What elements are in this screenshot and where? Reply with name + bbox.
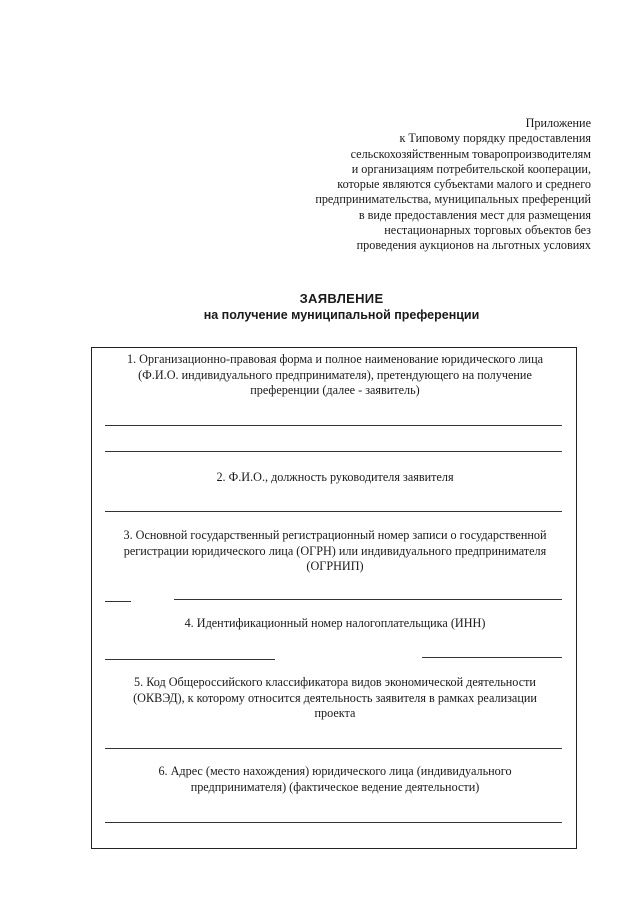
field-3-label-line: (ОГРНИП) [306,559,364,573]
appendix-line: проведения аукционов на льготных условиях [356,238,591,253]
field-4-label [102,616,568,632]
field-3-label-line: 3. Основной государственный регистрационный номер записи о государственной [123,528,547,542]
appendix-line: и организациям потребительской кооперации, [351,161,591,176]
document-title: ЗАЯВЛЕНИЕ [299,291,384,306]
field-5-label [102,675,568,722]
field-3-input-line[interactable] [174,599,562,600]
field-5-input-line[interactable] [105,748,562,749]
field-3-label-line: регистрации юридического лица (ОГРН) или индивидуального предпринимателя [123,543,547,558]
field-4-label-line: 4. Идентификационный номер налогоплательщика (ИНН) [184,616,486,630]
field-1-label-line: 1. Организационно-правовая форма и полное наименование юридического лица [126,352,543,366]
field-3-label [102,528,568,575]
field-2-input-line[interactable] [105,511,562,512]
field-6-label [102,764,568,795]
field-2-label [102,470,568,486]
field-1-label [102,352,568,399]
field-2-label-line: 2. Ф.И.О., должность руководителя заявителя [216,470,454,484]
field-6-input-line[interactable] [105,822,562,823]
appendix-line: предпринимательства, муниципальных преференций [315,192,591,207]
field-1-input-line-1[interactable] [105,425,562,426]
appendix-line: сельскохозяйственным товаропроизводителям [350,146,591,161]
field-1-input-line-2[interactable] [105,451,562,452]
field-3-input-line-left[interactable] [105,601,131,602]
appendix-line: Приложение [525,116,591,130]
field-5-label-line: (ОКВЭД), к которому относится деятельность заявителя в рамках реализации [133,690,537,705]
field-5-label-line: проекта [314,706,356,720]
appendix-line: нестационарных торговых объектов без [384,223,591,238]
field-6-label-line: 6. Адрес (место нахождения) юридического лица (индивидуального [158,764,512,778]
field-4-input-line-right[interactable] [422,657,562,658]
document-subtitle: на получение муниципальной преференции [203,308,480,322]
field-1-label-line: (Ф.И.О. индивидуального предпринимателя), претендующего на получение [138,367,532,382]
field-4-input-line-left[interactable] [105,659,275,660]
field-5-label-line: 5. Код Общероссийского классификатора видов экономической деятельности [134,675,536,689]
appendix-note [261,116,591,254]
appendix-line: которые являются субъектами малого и среднего [337,177,591,192]
field-1-label-line: преференции (далее - заявитель) [250,383,420,397]
appendix-line: в виде предоставления мест для размещения [358,207,591,222]
appendix-line: к Типовому порядку предоставления [399,131,591,146]
document-title-block [0,291,639,324]
application-form [91,347,577,849]
field-6-label-line: предпринимателя) (фактическое ведение деятельности) [190,779,480,794]
